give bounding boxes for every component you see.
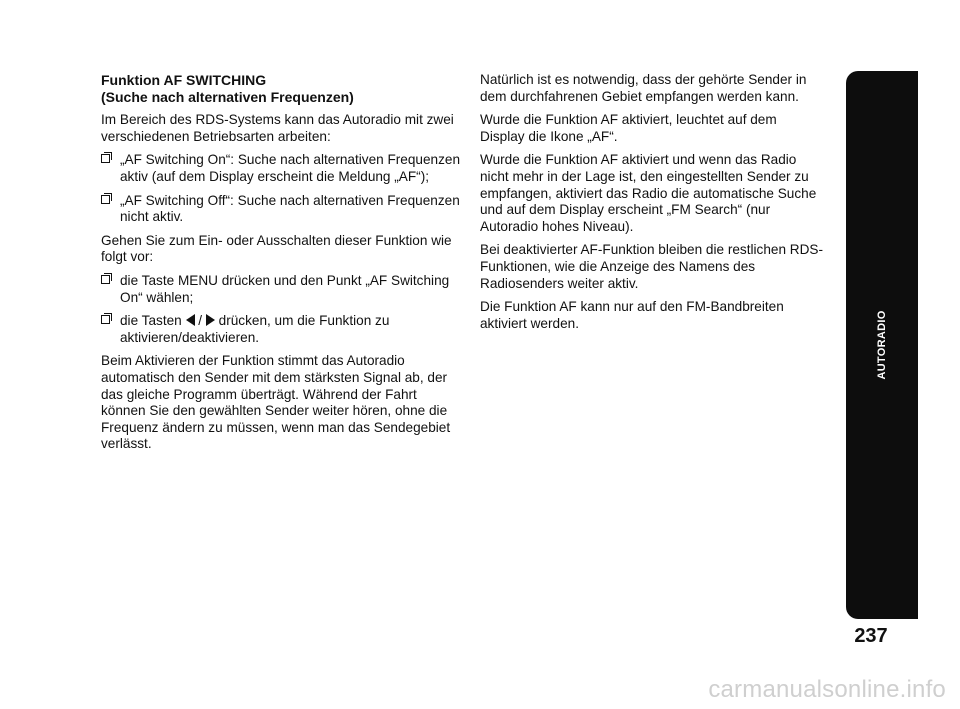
- left-column: [101, 72, 463, 460]
- section-side-tab: [846, 71, 918, 619]
- step-text-sep: /: [198, 313, 203, 329]
- checkbox-bullet-icon: [101, 275, 110, 284]
- right-paragraph: Die Funktion AF kann nur auf den FM-Bandbreiten aktiviert werden.: [480, 299, 784, 331]
- mode-item-off: [101, 193, 463, 226]
- right-paragraph: Bei deaktivierter AF-Funktion bleiben die restlichen RDS-Funktionen, wie die Anzeige des Namens des Radiosenders weiter aktiv.: [480, 242, 824, 291]
- intro-paragraph: Im Bereich des RDS-Systems kann das Autoradio mit zwei verschiedenen Betriebsarten arbeiten:: [101, 112, 454, 144]
- checkbox-bullet-icon: [101, 315, 110, 324]
- right-column: [480, 72, 825, 339]
- howto-intro: Gehen Sie zum Ein- oder Ausschalten dieser Funktion wie folgt vor:: [101, 232, 452, 265]
- checkbox-bullet-icon: [101, 154, 110, 163]
- mode-text: „AF Switching Off“: Suche nach alternativen Frequenzen nicht aktiv.: [120, 192, 460, 225]
- mode-item-on: [101, 152, 463, 185]
- watermark: carmanualsonline.info: [708, 676, 946, 703]
- step-item-menu: [101, 273, 463, 306]
- section-heading: [101, 72, 463, 105]
- side-tab-label: AUTORADIO: [876, 310, 888, 380]
- right-paragraph: Natürlich ist es notwendig, dass der gehörte Sender in dem durchfahrenen Gebiet empfangen werden kann.: [480, 72, 807, 104]
- heading-line-2: (Suche nach alternativen Frequenzen): [101, 88, 354, 105]
- right-paragraph: Wurde die Funktion AF aktiviert und wenn das Radio nicht mehr in der Lage ist, den eingestellten Sender zu empfangen, aktiviert das Radio die automatische Suche und auf dem Display erscheint „FM Search“ (nur Autoradio hohes Niveau).: [480, 152, 817, 234]
- closing-paragraph: Beim Aktivieren der Funktion stimmt das Autoradio automatisch den Sender mit dem stärksten Signal ab, der das gleiche Programm überträgt. Während der Fahrt können Sie den gewählten Sender weiter hören, ohne die Frequenz ändern zu müssen, wenn man das Sendegebiet verlässt.: [101, 353, 451, 452]
- right-paragraph: Wurde die Funktion AF aktiviert, leuchtet auf dem Display die Ikone „AF“.: [480, 112, 777, 144]
- mode-text: „AF Switching On“: Suche nach alternativen Frequenzen aktiv (auf dem Display erscheint die Meldung „AF“);: [120, 152, 461, 184]
- step-text: die Taste MENU drücken und den Punkt „AF Switching On“ wählen;: [120, 272, 450, 305]
- triangle-left-icon: [186, 314, 195, 326]
- step-item-arrows: [101, 313, 463, 346]
- checkbox-bullet-icon: [101, 195, 110, 204]
- page-number: 237: [854, 625, 888, 647]
- triangle-right-icon: [206, 314, 215, 326]
- heading-line-1: Funktion AF SWITCHING: [101, 72, 267, 88]
- step-text-post: drücken, um die Funktion zu aktivieren/deaktivieren.: [120, 313, 390, 345]
- step-text-pre: die Tasten: [120, 313, 182, 329]
